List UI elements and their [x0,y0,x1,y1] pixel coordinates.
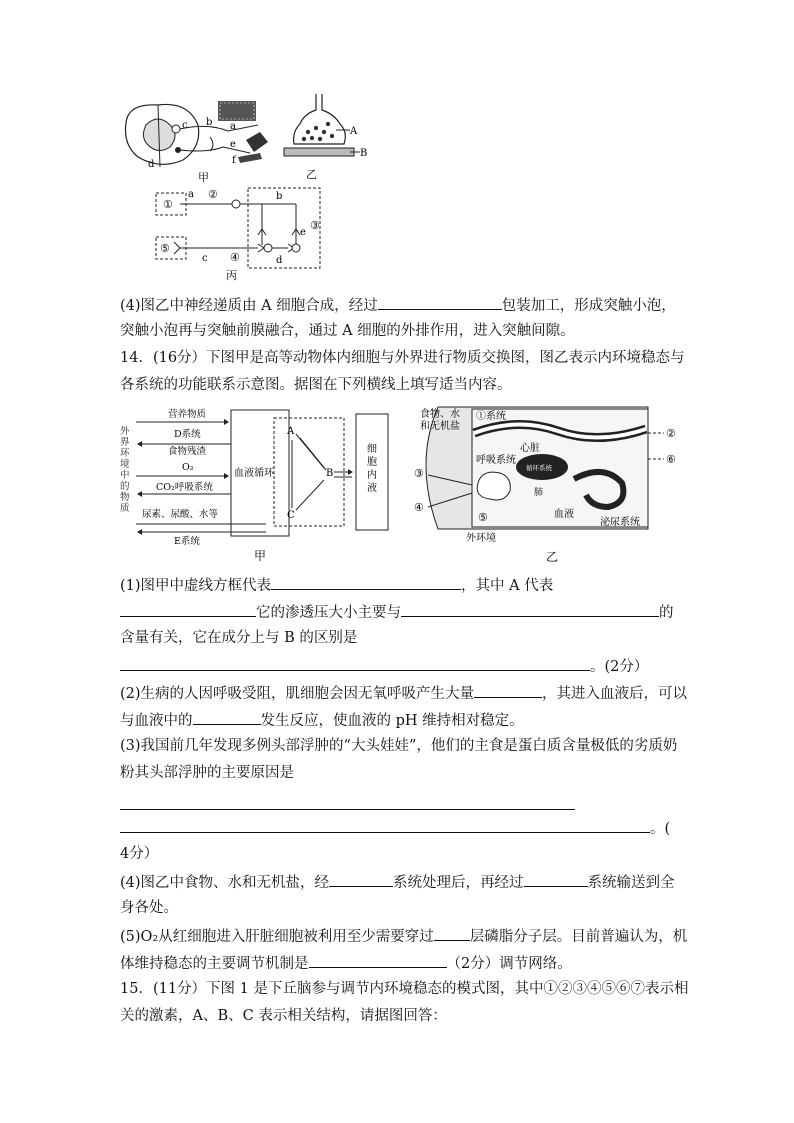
q14-1-text-a: (1)图甲中虚线方框代表 [120,578,272,594]
q14-1-text-c: 它的渗透压大小主要与 [256,605,401,621]
q14-2-line2 [120,709,524,731]
figure-yi-synapse [270,92,375,187]
jia-label-c: c [182,120,188,131]
q14-3-line5 [120,844,158,864]
q13-4-line1 [120,294,676,316]
bing-num-5: ⑤ [160,242,170,255]
q14-4-blank-1[interactable] [329,871,393,887]
q14-3-line3 [120,794,575,816]
jia14-row4: O₂ [182,462,194,473]
q14-3-line1 [120,736,677,756]
q14-2-blank-1[interactable] [474,682,542,698]
q14-5-text-d: （2分）调节网络。 [446,956,572,972]
q14-1-line3 [120,628,357,648]
q14-5-line2 [120,952,572,974]
q14-3-blank-1[interactable] [120,794,575,810]
jia-label-b: b [206,117,213,128]
bing-label-c: c [202,253,208,264]
q14-5-text-b: 层磷脂分子层。目前普遍认为，机 [469,929,688,945]
yi-label-b: B [360,148,368,159]
yi14-n6: ⑥ [666,453,676,466]
q13-4-line2 [120,321,575,341]
q14-3-text-b: 粉其头部浮肿的主要原因是 [120,765,294,781]
yi14-n3: ③ [414,467,424,480]
jia-label-a: a [230,121,236,132]
q14-1-blank-4[interactable] [120,655,590,671]
yi14-n2: ② [666,427,676,440]
q14-2-text-c: 与血液中的 [120,713,193,729]
bing-num-2: ② [208,188,218,201]
yi14-loop: 循环系统 [526,464,552,472]
bing-num-3: ③ [310,219,320,232]
q14-3-text-a: (3)我国前几年发现多例头部浮肿的“大头娃娃”，他们的主食是蛋白质含量极低的劣质奶 [120,738,678,754]
q14-3-line2 [120,763,294,783]
figure-jia-reflex-arc [118,95,283,185]
jia14-C: C [287,510,295,521]
jia-label-d: d [148,159,155,170]
q14-4-text-d: 身各处。 [120,900,178,916]
figure-14-jia [116,404,391,564]
q14-1-text-b: ，其中 A 代表 [461,578,554,594]
q13-4-text-a: (4)图乙中神经递质由 A 细胞合成，经过 [120,298,378,314]
q14-4-blank-2[interactable] [524,871,588,887]
q14-5-text-c: 体维持稳态的主要调节机制是 [120,956,309,972]
jia14-row3: 食物残渣 [168,446,207,457]
bing-num-4: ④ [230,251,240,264]
bing-num-1: ① [163,198,173,211]
q14-3-blank-2[interactable] [120,817,650,833]
yi14-sys1: ①系统 [476,411,506,422]
jia14-right: 细胞内液 [367,444,377,494]
q14-1-text-e: 含量有关，它在成分上与 B 的区别是 [120,630,358,646]
q14-1-line1 [120,574,553,596]
q15-intro-2: 关的激素，A、B、C 表示相关结构，请据图回答： [120,1008,447,1024]
q14-3-line4 [120,817,670,839]
q14-1-text-f: 。(2分） [590,659,649,675]
q15-line1 [120,979,689,999]
q13-4-blank[interactable] [378,294,502,310]
q14-intro-2: 各系统的功能联系示意图。据图在下列横线上填写适当内容。 [120,377,512,393]
jia14-row2: D系统 [174,429,201,440]
jia14-caption: 甲 [254,549,267,563]
bing-label-b: b [276,191,283,202]
q14-4-text-c: 系统输送到全 [587,875,675,891]
jia14-row6: 尿素、尿酸、水等 [142,509,219,520]
yi14-n5: ⑤ [478,511,488,524]
q14-1-line2 [120,601,674,623]
figure-bing-schematic [150,183,330,281]
q14-2-text-b: ，其进入血液后，可以 [542,686,688,702]
q14-4-line1 [120,871,675,893]
yi14-lung: 肺 [534,488,544,498]
yi14-blood: 血液 [554,509,574,520]
q14-intro-1: 14．(16分）下图甲是高等动物体内细胞与外界进行物质交换图，图乙表示内环境稳态与 [120,350,685,366]
q13-4-text-c: 突触小泡再与突触前膜融合，通过 A 细胞的外排作用，进入突触间隙。 [120,323,575,339]
q14-1-blank-3[interactable] [401,601,659,617]
q14-title-line1 [120,348,685,368]
yi-caption: 乙 [306,168,317,181]
q14-2-text-a: (2)生病的人因呼吸受阻，肌细胞会因无氧呼吸产生大量 [120,686,475,702]
q13-4-text-b: 包装加工，形成突触小泡， [501,298,676,314]
jia14-row1: 营养物质 [168,409,207,420]
q14-1-blank-2[interactable] [120,601,256,617]
yi14-food: 食物、水和无机盐 [420,409,460,432]
bing-label-d: d [276,255,283,266]
jia14-row7: E系统 [174,536,200,547]
q14-5-blank-2[interactable] [309,952,447,968]
bing-label-a: a [188,189,194,200]
jia14-left-label: 外界环境中的物质 [120,426,130,514]
jia-caption: 甲 [198,171,209,184]
jia14-B: B [326,468,334,479]
q14-4-text-a: (4)图乙中食物、水和无机盐，经 [120,875,330,891]
q14-5-line1 [120,925,687,947]
bing-label-e: e [300,227,306,238]
yi14-heart: 心脏 [520,443,540,454]
bing-caption: 丙 [226,269,237,281]
q15-intro-1: 15．(11分）下图 1 是下丘脑参与调节内环境稳态的模式图，其中①②③④⑤⑥⑦表示相 [120,981,689,997]
q14-5-blank-1[interactable] [434,925,470,941]
q14-2-text-d: 发生反应，使血液的 pH 维持相对稳定。 [260,713,524,729]
q15-line2 [120,1006,447,1026]
jia-label-e: e [230,139,236,150]
yi14-outer: 外环境 [466,533,496,544]
yi14-caption: 乙 [546,550,559,564]
q14-3-text-c: 。( [650,821,671,837]
jia-label-f: f [232,155,236,166]
yi14-n4: ④ [414,501,424,514]
q14-2-line1 [120,682,687,704]
yi14-urin: 泌尿系统 [600,517,640,528]
q14-2-blank-2[interactable] [193,709,261,725]
yi14-resp: 呼吸系统 [476,455,516,466]
jia14-row5: CO₂呼吸系统 [156,482,213,493]
jia14-A: A [287,426,295,437]
figure-14-yi [408,403,683,565]
q14-1-text-d: 的 [659,605,674,621]
yi-label-a: A [350,126,358,137]
q14-4-text-b: 系统处理后，再经过 [393,875,524,891]
q14-5-text-a: (5)O₂从红细胞进入肝脏细胞被利用至少需要穿过 [120,929,434,945]
q14-4-line2 [120,898,178,918]
q14-1-line4 [120,655,648,677]
q14-3-text-d: 4分） [120,846,159,862]
jia14-center: 血液循环 [234,468,274,479]
q14-title-line2 [120,375,512,395]
q14-1-blank-1[interactable] [271,574,461,590]
